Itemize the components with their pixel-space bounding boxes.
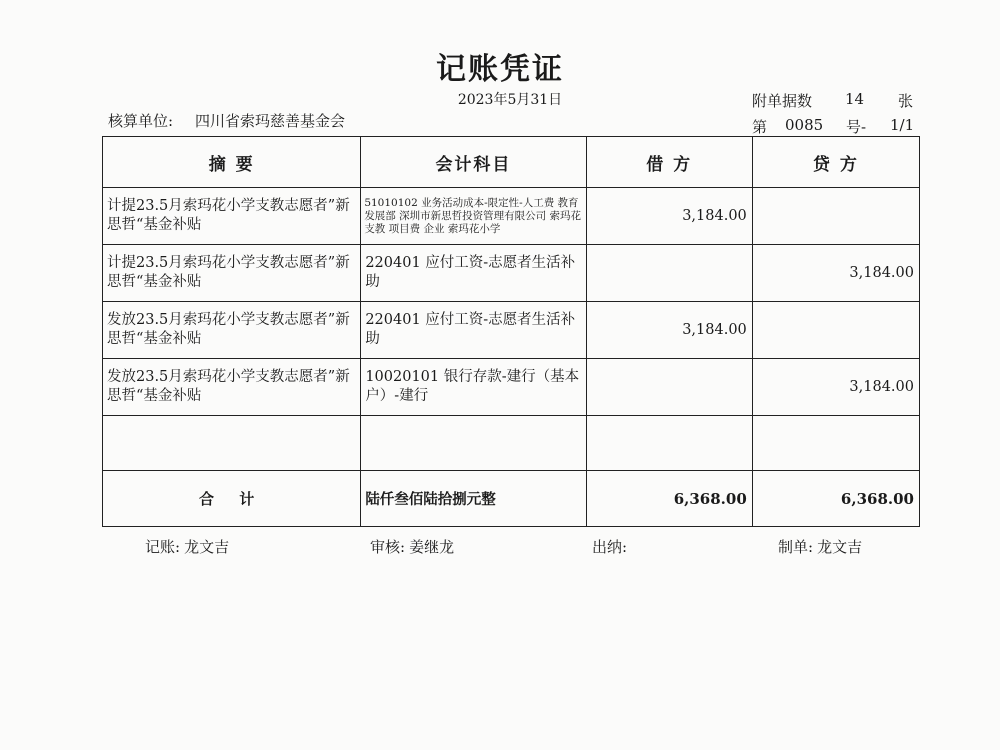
reviewer-name: 姜继龙: [409, 538, 455, 556]
reviewer-label: 审核:: [370, 538, 406, 556]
header-debit: 借 方: [586, 137, 752, 188]
cashier-label: 出纳:: [592, 538, 628, 556]
unit-value: 四川省索玛慈善基金会: [195, 112, 346, 130]
reviewer-signature: [370, 536, 454, 557]
total-label: 合 计: [199, 490, 265, 508]
entry-summary: 计提23.5月索玛花小学支教志愿者”新思哲“基金补贴: [107, 198, 350, 233]
entry-summary: 发放23.5月索玛花小学支教志愿者”新思哲“基金补贴: [107, 369, 350, 404]
total-row: [103, 471, 920, 527]
preparer-name: 龙文吉: [817, 538, 863, 556]
entry-credit: 3,184.00: [849, 265, 914, 281]
total-debit: 6,368.00: [673, 489, 747, 508]
attachments-count: 14: [845, 90, 865, 108]
bookkeeper-signature: [145, 536, 229, 557]
total-amount-words: 陆仟叁佰陆拾捌元整: [365, 492, 496, 508]
table-row: [103, 359, 920, 416]
header-summary: 摘 要: [103, 137, 361, 188]
table-row: [103, 302, 920, 359]
bookkeeper-label: 记账:: [145, 538, 181, 556]
entry-account: 220401 应付工资-志愿者生活补助: [365, 255, 576, 290]
entry-account: 220401 应付工资-志愿者生活补助: [365, 312, 576, 347]
voucher-no-suffix: 号-: [846, 118, 867, 136]
entry-summary: 计提23.5月索玛花小学支教志愿者”新思哲“基金补贴: [107, 255, 350, 290]
bookkeeper-name: 龙文吉: [184, 538, 230, 556]
voucher-date: 2023年5月31日: [457, 92, 563, 108]
table-row: [103, 245, 920, 302]
voucher-page: 1/1: [890, 116, 915, 134]
voucher-table: [102, 136, 920, 527]
preparer-label: 制单:: [778, 538, 814, 556]
table-header: [103, 137, 920, 188]
cashier-signature: [592, 536, 631, 557]
entry-account: 51010102 业务活动成本-限定性-人工费 教育发展部 深圳市新思哲投资管理有限公司 索玛花支教 项目费 企业 索玛花小学: [364, 196, 581, 235]
entry-debit: 3,184.00: [682, 322, 747, 338]
entry-credit: 3,184.00: [849, 379, 914, 395]
total-credit: 6,368.00: [840, 489, 914, 508]
attachments-unit: 张: [898, 92, 914, 110]
attachments-label: 附单据数: [752, 92, 813, 110]
voucher-title: 记账凭证: [436, 52, 564, 87]
entry-summary: 发放23.5月索玛花小学支教志愿者”新思哲“基金补贴: [107, 312, 350, 347]
header-account: 会计科目: [361, 137, 586, 188]
entry-debit: 3,184.00: [682, 208, 747, 224]
unit-label: 核算单位:: [108, 112, 174, 130]
voucher-number: 0085: [785, 116, 824, 134]
blank-row: [103, 416, 920, 471]
preparer-signature: [778, 536, 862, 557]
entry-account: 10020101 银行存款-建行（基本户）-建行: [365, 369, 580, 404]
table-row: [103, 188, 920, 245]
voucher-no-prefix: 第: [752, 118, 768, 136]
header-credit: 贷 方: [752, 137, 919, 188]
